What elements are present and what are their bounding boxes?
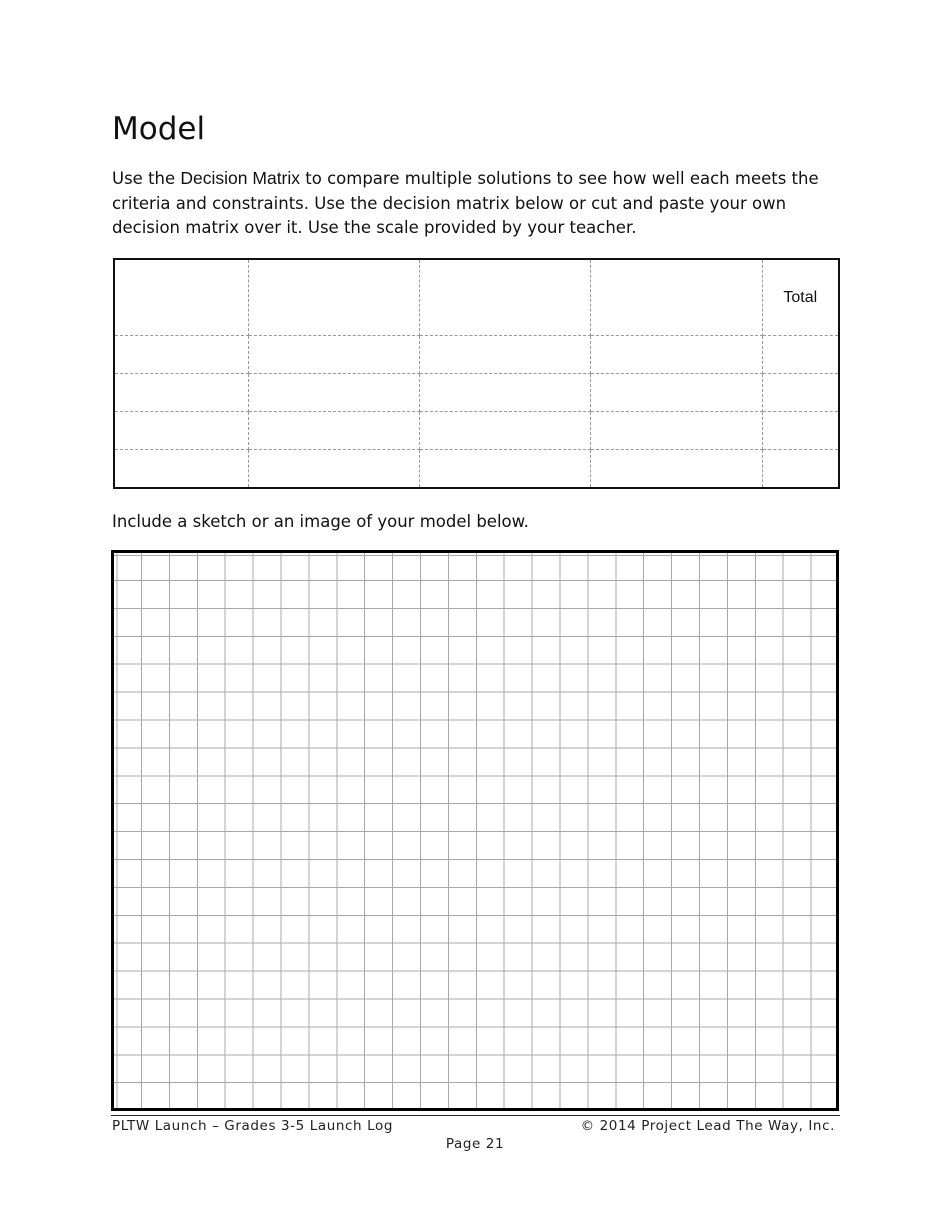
sketch-instruction: Include a sketch or an image of your model below. — [112, 512, 529, 531]
matrix-header-cell[interactable] — [248, 259, 419, 336]
matrix-cell[interactable] — [114, 412, 248, 450]
footer-copyright: © 2014 Project Lead The Way, Inc. — [580, 1118, 835, 1134]
page-number: Page 21 — [445, 1136, 505, 1152]
matrix-total-cell[interactable] — [762, 412, 839, 450]
intro-text-before: Use the — [112, 169, 181, 188]
matrix-cell[interactable] — [114, 450, 248, 489]
sketch-grid-area[interactable] — [111, 550, 839, 1111]
matrix-cell[interactable] — [419, 412, 590, 450]
matrix-row — [114, 412, 839, 450]
matrix-header-row — [114, 259, 839, 336]
matrix-header-cell[interactable] — [590, 259, 762, 336]
page-title: Model — [112, 111, 206, 147]
intro-paragraph — [112, 166, 842, 241]
matrix-cell[interactable] — [590, 412, 762, 450]
matrix-header-cell[interactable] — [114, 259, 248, 336]
matrix-total-cell[interactable] — [762, 450, 839, 489]
footer-course-label: PLTW Launch – Grades 3-5 Launch Log — [112, 1118, 394, 1134]
intro-text-after: to compare multiple solutions to see how well each meets the criteria and constraints. Use the decision matrix below or cut and paste your own decision matrix over it. Use the scale provided by your teacher. — [112, 169, 819, 237]
matrix-header-cell[interactable] — [419, 259, 590, 336]
matrix-cell[interactable] — [419, 336, 590, 374]
matrix-cell[interactable] — [114, 336, 248, 374]
matrix-header-total: Total — [762, 259, 839, 336]
decision-matrix-table — [113, 258, 840, 489]
matrix-row — [114, 336, 839, 374]
matrix-cell[interactable] — [590, 450, 762, 489]
matrix-row — [114, 450, 839, 489]
decision-matrix-term: Decision Matrix — [180, 168, 301, 188]
matrix-cell[interactable] — [248, 336, 419, 374]
matrix-cell[interactable] — [590, 336, 762, 374]
matrix-cell[interactable] — [419, 374, 590, 412]
matrix-total-cell[interactable] — [762, 336, 839, 374]
matrix-cell[interactable] — [114, 374, 248, 412]
footer-divider — [111, 1115, 840, 1116]
matrix-cell[interactable] — [248, 450, 419, 489]
matrix-total-cell[interactable] — [762, 374, 839, 412]
matrix-row — [114, 374, 839, 412]
matrix-cell[interactable] — [419, 450, 590, 489]
matrix-cell[interactable] — [590, 374, 762, 412]
matrix-cell[interactable] — [248, 412, 419, 450]
matrix-cell[interactable] — [248, 374, 419, 412]
